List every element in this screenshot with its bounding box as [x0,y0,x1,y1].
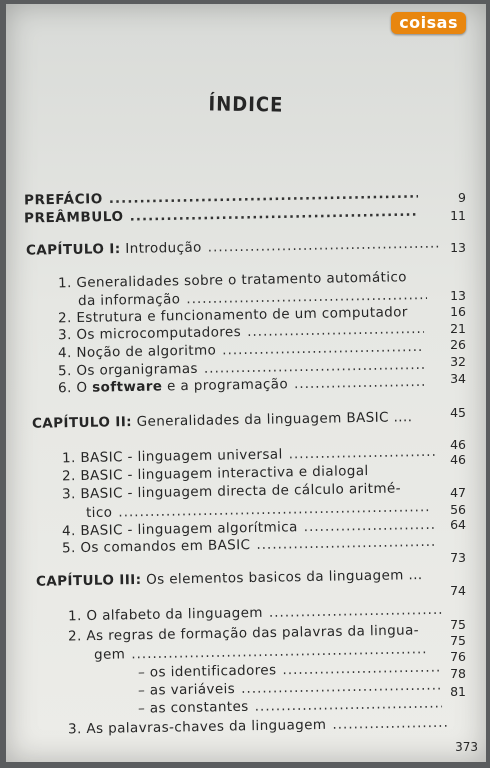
chapter-name: Generalidades da linguagem BASIC .... [136,409,413,430]
chapter-page: 45 [450,405,466,420]
folio-page-number: 373 [455,740,478,754]
item-page: 75 [450,633,466,648]
dot-leader [241,677,442,697]
item-text-continued: gem [93,646,126,663]
dot-leader [282,659,442,678]
item-text: BASIC - linguagem algorítmica [80,519,298,539]
page-title: ÍNDICE [208,91,284,117]
toc-item [68,715,453,738]
dot-leader [304,517,437,535]
chapter-name: Os elementos basicos da linguagem ... [146,567,423,588]
item-page: 74 [450,583,466,598]
chapter-heading [32,408,462,432]
item-text: As regras de formação das palavras da lingua- [86,622,420,645]
dot-leader [269,602,442,621]
subitem-text: – as constantes [137,698,249,717]
item-text: O alfabeto da linguagem [86,604,264,624]
item-text: Noção de algoritmo [76,342,217,361]
chapter-heading [26,235,446,258]
item-number: 2. [67,628,82,645]
chapter-page: 73 [450,550,466,565]
toc-entry-label: PREÂMBULO [23,208,124,227]
item-page: 21 [450,321,466,336]
item-page: 81 [450,684,466,699]
toc-entry-page: 9 [458,190,466,205]
chapter-page: 13 [450,240,466,255]
item-text: Os comandos em BASIC [80,537,251,556]
item-page: 32 [450,354,466,369]
toc-subitem [138,695,448,716]
toc-entry-page: 11 [450,208,466,223]
dot-leader [247,321,424,340]
item-number: 2. [61,468,76,485]
toc-item [68,602,448,625]
dot-leader [131,641,428,662]
item-page: 46 [450,437,466,452]
item-text: Os microcomputadores [76,324,242,343]
toc-entry-label: PREFÁCIO [23,191,104,209]
item-text-continued: da informação [77,291,181,310]
item-number: 1. [61,450,76,467]
dot-leader [255,695,443,714]
item-number: 6. [57,380,72,397]
item-page: 75 [450,617,466,632]
item-page: 78 [450,666,466,681]
dot-leader [256,534,436,553]
item-number: 3. [57,327,72,344]
item-text-b: e a programação [166,376,289,395]
item-page: 26 [450,337,466,352]
item-text: As palavras-chaves da linguagem [86,716,327,738]
chapter-prefix: CAPÍTULO III: [35,571,142,590]
chapter-name: Introdução [125,239,202,257]
item-text-a: O [76,379,88,396]
item-page: 47 [450,485,466,500]
item-text: Generalidades sobre o tratamento automático [76,269,408,291]
item-number: 4. [61,523,76,540]
chapter-prefix: CAPÍTULO II: [31,414,133,432]
chapter-prefix: CAPÍTULO I: [25,241,121,259]
item-number: 4. [57,345,72,362]
item-number: 1. [67,608,82,625]
item-text-bold: software [92,378,163,396]
book-page [6,4,486,762]
watermark-logo: coisas [391,12,466,34]
item-page: 16 [450,304,466,319]
item-page: 64 [450,517,466,532]
item-text: BASIC - linguagem directa de cálculo aritmé- [80,480,402,503]
dot-leader [222,339,424,359]
item-number: 3. [61,486,76,503]
item-page: 76 [450,649,466,664]
subitem-text: – as variáveis [137,681,236,699]
item-page: 46 [450,452,466,467]
item-text: BASIC - linguagem universal [80,446,283,466]
item-text-continued: tico [85,504,113,522]
item-number: 3. [67,721,82,738]
dot-leader [289,444,437,463]
item-number: 5. [61,540,76,557]
item-number: 2. [57,310,72,327]
item-number: 1. [57,275,72,292]
dot-leader [332,715,447,733]
item-page: 13 [450,288,466,303]
subitem-text: – os identificadores [137,662,277,681]
dot-leader [130,204,419,225]
dot-leader [208,235,441,255]
item-text: BASIC - linguagem interactiva e dialogal [80,462,369,484]
item-number: 5. [57,363,72,380]
item-text: Os organigramas [76,360,199,379]
chapter-heading [36,566,466,590]
item-text: Estrutura e funcionamento de um computador [76,304,408,326]
item-page: 34 [450,371,466,386]
item-page: 56 [450,502,466,517]
dot-leader [294,374,424,392]
